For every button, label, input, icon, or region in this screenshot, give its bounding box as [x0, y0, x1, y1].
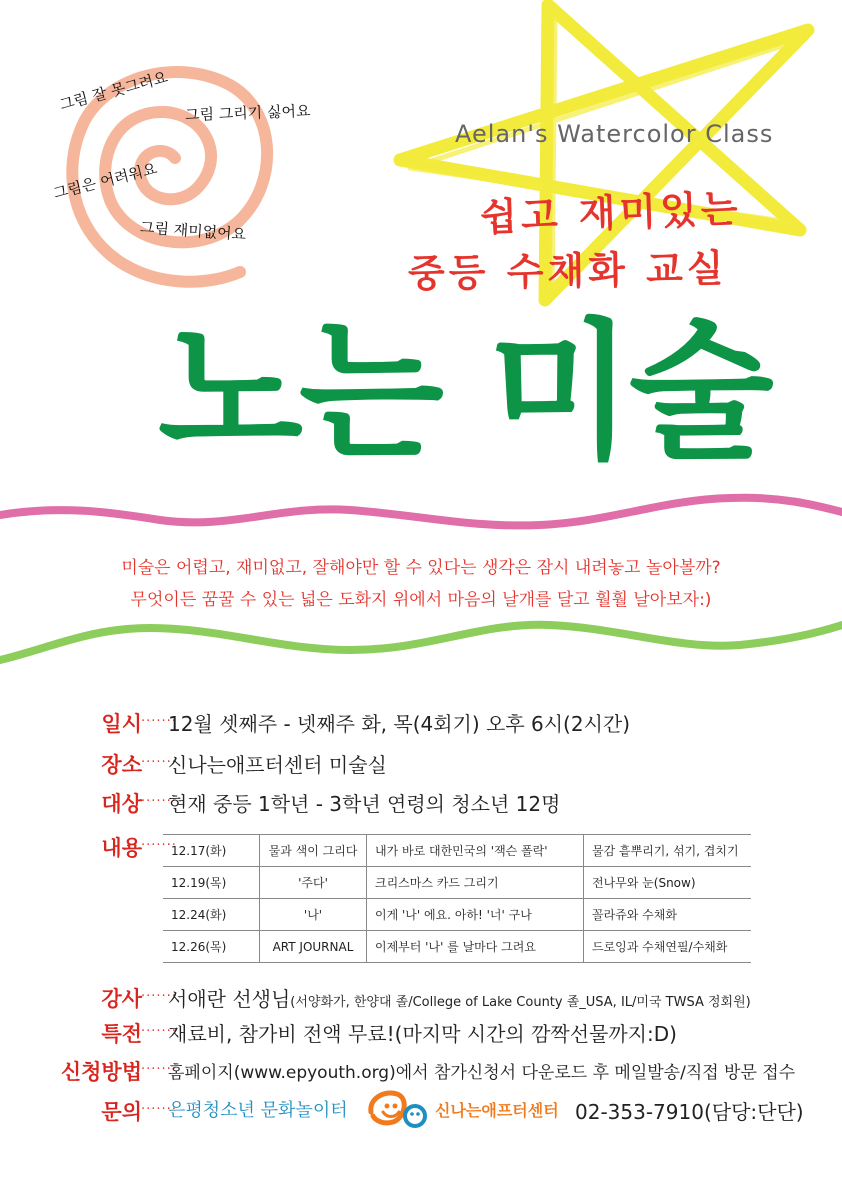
schedule-theme: 물과 색이 그리다 — [260, 835, 367, 867]
dotted-leader: ······· — [141, 1062, 177, 1077]
schedule-technique: 드로잉과 수채연필/수채화 — [584, 931, 752, 963]
content-label: 내용 — [101, 836, 142, 860]
contact-phone: 02-353-7910(담당:단단) — [575, 1100, 804, 1124]
dotted-leader: ······· — [141, 1102, 177, 1117]
class-subtitle: Aelan's Watercolor Class — [455, 120, 774, 148]
perk-value: 재료비, 참가비 전액 무료!(마지막 시간의 깜짝선물까지:D) — [168, 1022, 677, 1046]
doodle-line-3: 그림은 어려워요 — [51, 159, 159, 203]
intro-line-2: 무엇이든 꿈꿀 수 있는 넓은 도화지 위에서 마음의 날개를 달고 훨훨 날아보자:) — [130, 590, 712, 610]
info-target-row — [0, 788, 842, 828]
schedule-date: 12.19(목) — [163, 867, 260, 899]
schedule-theme: ART JOURNAL — [260, 931, 367, 963]
place-value: 신나는애프터센터 미술실 — [168, 753, 387, 777]
contact-org: 은평청소년 문화놀이터 — [168, 1100, 348, 1121]
headline-line-2: 중등 수채화 교실 — [407, 246, 728, 296]
info-teacher-row — [0, 983, 842, 1023]
schedule-date: 12.26(목) — [163, 931, 260, 963]
teacher-value — [168, 983, 751, 1012]
intro-line-1: 미술은 어렵고, 재미없고, 잘해야만 할 수 있다는 생각은 잠시 내려놓고 놀아볼까? — [121, 558, 721, 578]
doodle-line-4: 그림 재미없어요 — [139, 218, 247, 244]
dotted-leader: ······· — [141, 989, 177, 1004]
smile-logo-icon — [365, 1090, 429, 1130]
schedule-activity: 내가 바로 대한민국의 '잭슨 폴락' — [367, 835, 584, 867]
table-row — [163, 867, 751, 899]
dotted-leader: ······· — [141, 838, 177, 853]
dotted-leader: ······· — [141, 794, 177, 809]
schedule-theme: '주다' — [260, 867, 367, 899]
contact-label: 문의 — [101, 1100, 142, 1124]
schedule-activity: 이제부터 '나' 를 날마다 그려요 — [367, 931, 584, 963]
dotted-leader: ······· — [141, 714, 177, 729]
schedule-activity: 이게 '나' 에요. 아하! '너' 구나 — [367, 899, 584, 931]
schedule-date: 12.24(화) — [163, 899, 260, 931]
green-wave-line — [0, 625, 842, 660]
schedule-table — [163, 834, 751, 963]
schedule-technique: 물감 흩뿌리기, 섞기, 겹치기 — [584, 835, 752, 867]
schedule-activity: 크리스마스 카드 그리기 — [367, 867, 584, 899]
page-title: 노는 미술 — [158, 306, 770, 480]
info-perk-row — [0, 1018, 842, 1058]
dotted-leader: ······· — [141, 755, 177, 770]
schedule-technique: 전나무와 눈(Snow) — [584, 867, 752, 899]
table-row — [163, 931, 751, 963]
place-label: 장소 — [101, 753, 142, 777]
target-value: 현재 중등 1학년 - 3학년 연령의 청소년 12명 — [168, 792, 561, 816]
doodle-line-2: 그림 그리기 싫어요 — [184, 101, 311, 125]
doodle-line-1: 그림 잘 못그려요 — [57, 67, 170, 115]
headline-line-1: 쉽고 재미있는 — [479, 186, 743, 240]
schedule-date: 12.17(화) — [163, 835, 260, 867]
schedule-theme: '나' — [260, 899, 367, 931]
apply-label: 신청방법 — [60, 1060, 142, 1084]
pink-wave-line — [0, 498, 842, 526]
teacher-label: 강사 — [101, 987, 142, 1011]
info-place-row — [0, 749, 842, 789]
table-row — [163, 835, 751, 867]
perk-label: 특전 — [101, 1022, 142, 1046]
info-contact-row — [0, 1096, 842, 1136]
info-date-row — [0, 708, 842, 748]
schedule-technique: 꼴라쥬와 수채화 — [584, 899, 752, 931]
table-row — [163, 899, 751, 931]
target-label: 대상 — [101, 792, 142, 816]
teacher-name: 서애란 선생님 — [168, 987, 291, 1011]
date-label: 일시 — [101, 712, 142, 736]
dotted-leader: ······· — [141, 1024, 177, 1039]
apply-value: 홈페이지(www.epyouth.org)에서 참가신청서 다운로드 후 메일발송/직접 방문 접수 — [168, 1063, 796, 1083]
contact-center: 신나는애프터센터 — [435, 1101, 559, 1120]
date-value: 12월 셋째주 - 넷째주 화, 목(4회기) 오후 6시(2시간) — [168, 712, 631, 736]
teacher-note: (서양화가, 한양대 졸/College of Lake County 졸_USA, IL/미국 TWSA 정회원) — [290, 995, 751, 1010]
